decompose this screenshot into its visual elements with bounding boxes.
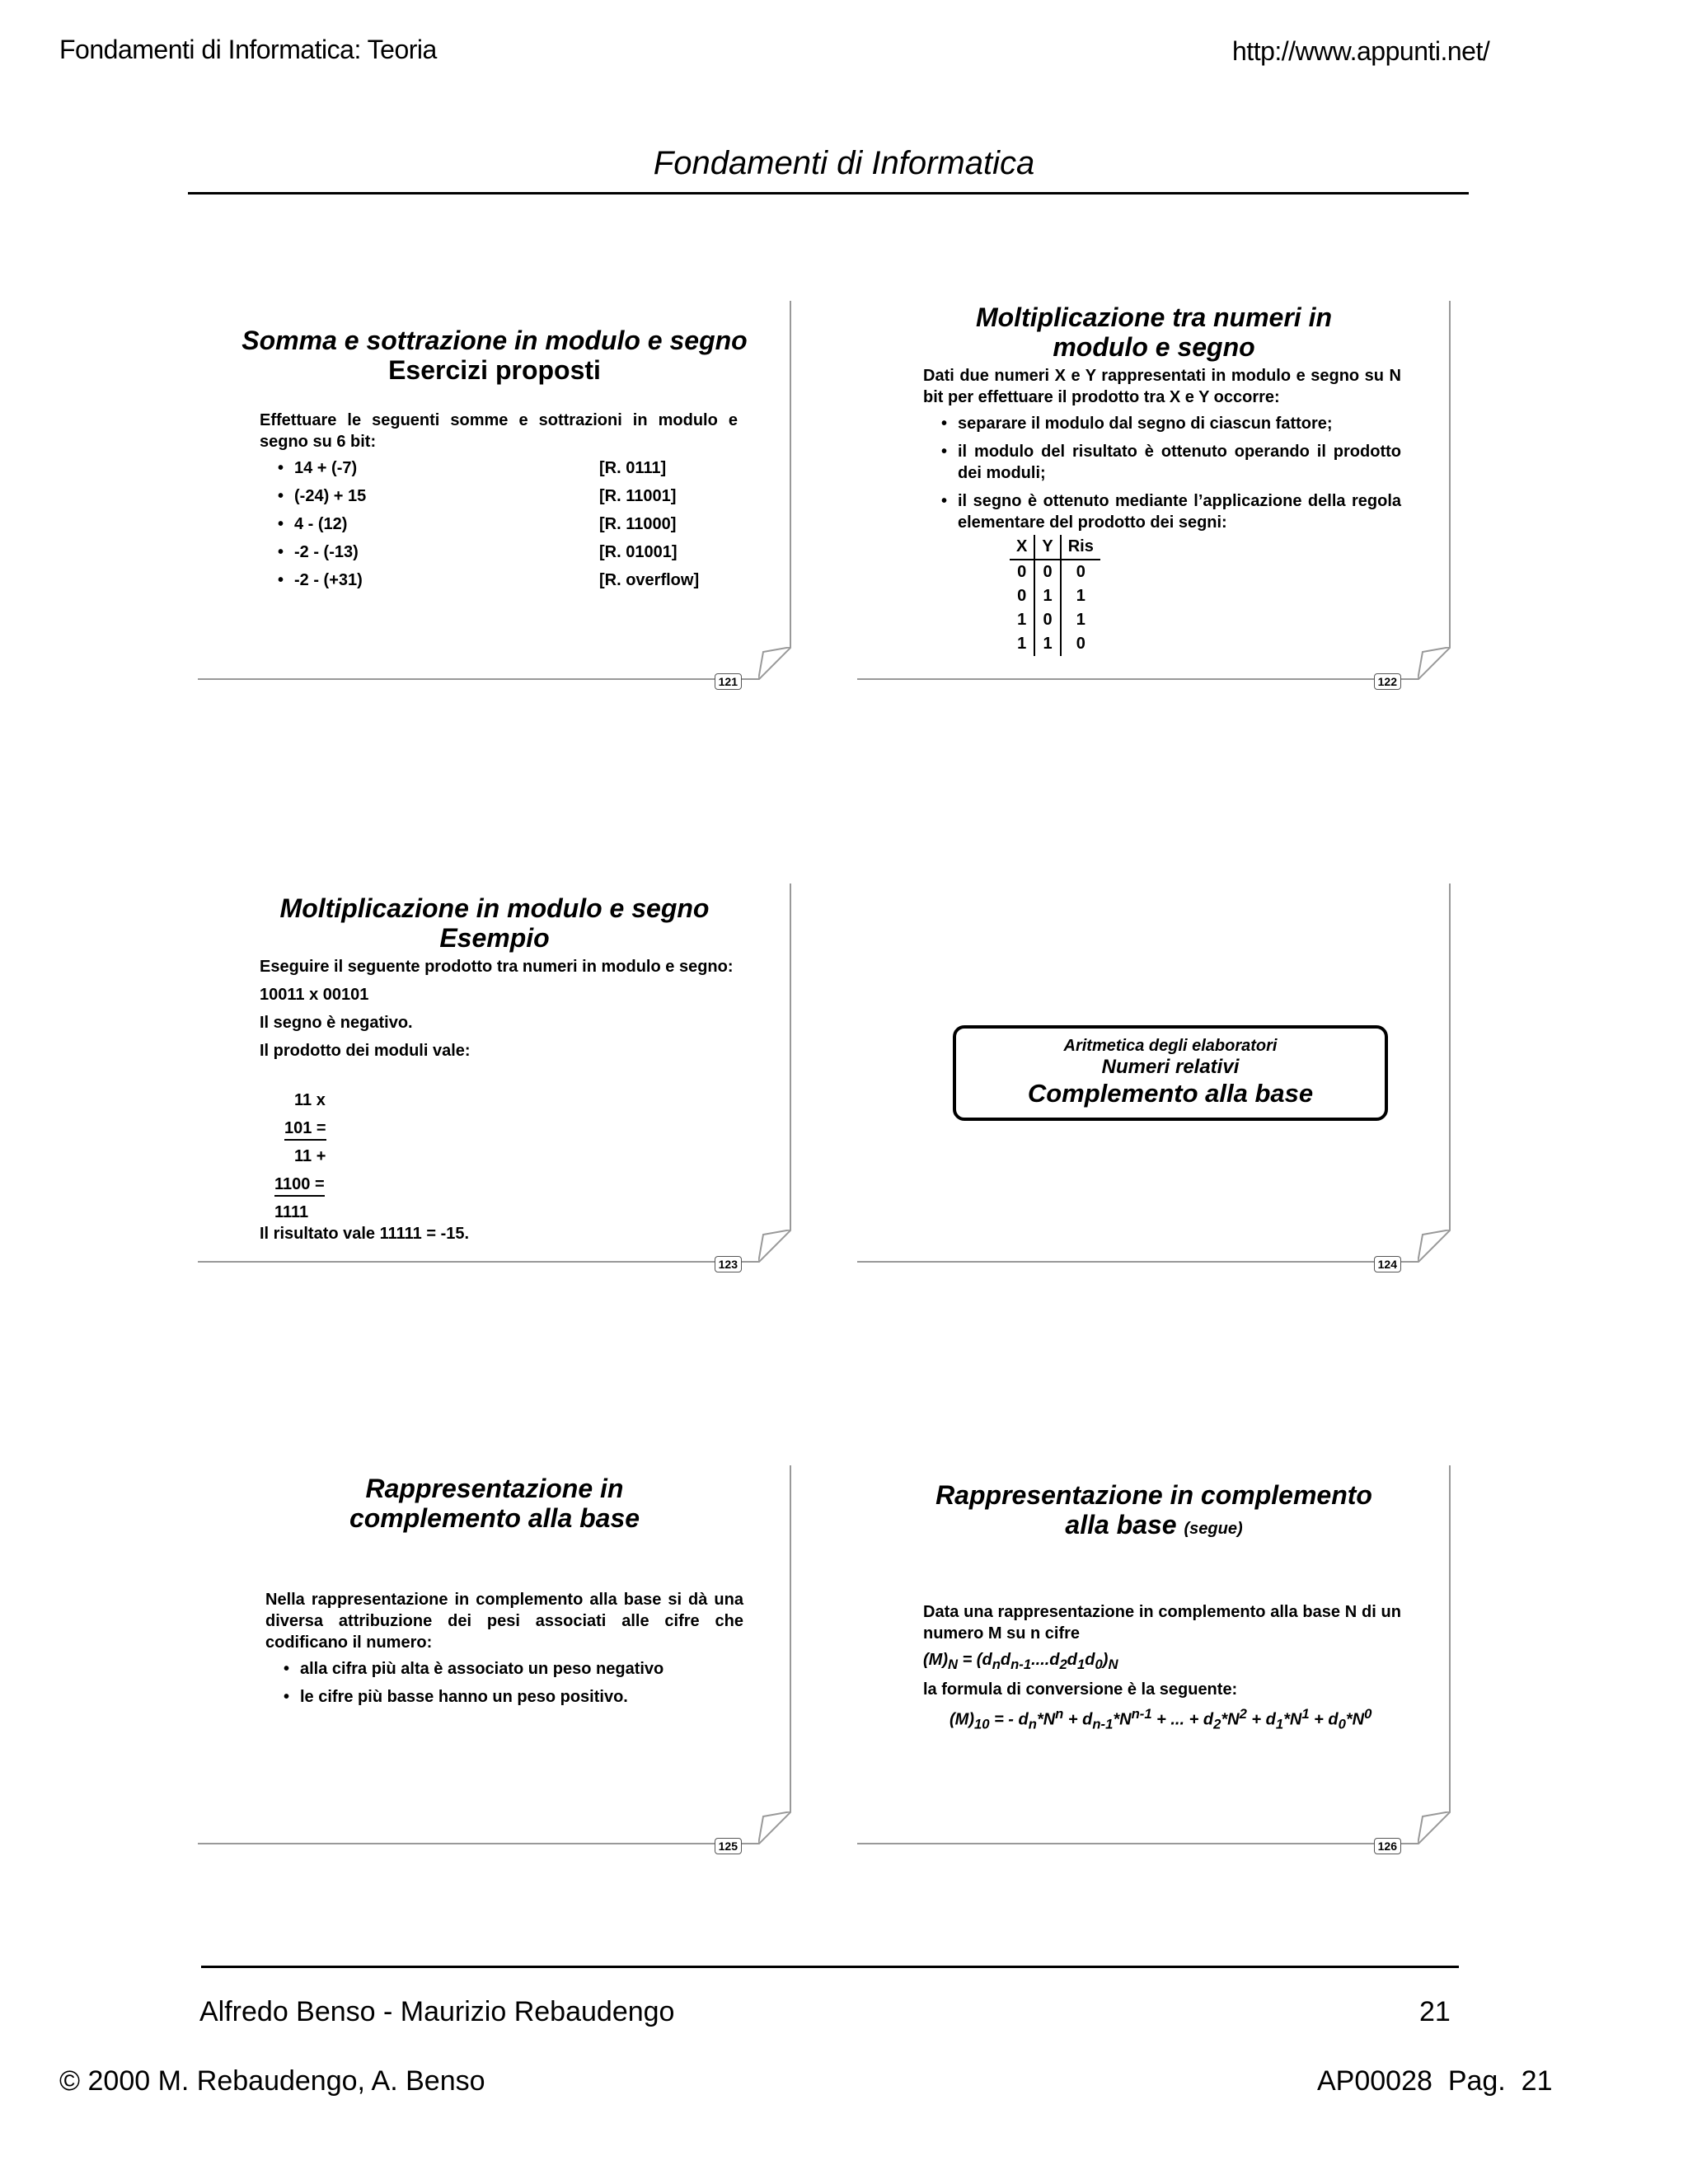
slide-number: 126 [1374, 1838, 1401, 1854]
slide-title-line2: modulo e segno [1053, 332, 1255, 362]
header-right-url[interactable]: http://www.appunti.net/ [1232, 36, 1490, 66]
weight-list: • alla cifra più alta è associato un peso negativo • le cifre più basse hanno un peso positivo. [282, 1658, 743, 1708]
multiplication-calc: 11 x 101 = 11 + 1100 = 1111 [274, 1091, 326, 1221]
slide-intro: Data una rappresentazione in complemento alla base N di un numero M su n cifre [923, 1603, 1401, 1643]
slide-126 [857, 1465, 1451, 1853]
slide-number: 124 [1374, 1256, 1401, 1272]
slide-intro: Dati due numeri X e Y rappresentati in modulo e segno su N bit per effettuare il prodotto tra X e Y occorre: [923, 367, 1401, 406]
modulus-note: Il prodotto dei moduli vale: [260, 1042, 471, 1060]
rule-list: • separare il modulo dal segno di ciascun fattore; • il modulo del risultato è ottenuto operando il prodotto dei moduli; • il segno è ottenuto mediante l’applicazione della regola elementare del prodotto dei segni: [940, 413, 1401, 533]
slide-number: 121 [715, 673, 742, 690]
conversion-formula: $(M)_{10}$ = - $d_n*N^n + d_{n-1}*N^{n-1}$ + ... + $d_2*N^2 + d_1*N^1 + d_0*N^0$ [950, 1706, 1372, 1732]
page-fold-icon [758, 1230, 791, 1263]
page-fold-icon [1418, 1230, 1451, 1263]
slide-intro: Effettuare le seguenti somme e sottrazioni in modulo e segno su 6 bit: [260, 411, 738, 451]
slide-number: 122 [1374, 673, 1401, 690]
slide-title: Rappresentazione in [365, 1474, 624, 1503]
sign-note: Il segno è negativo. [260, 1014, 413, 1032]
slide-subtitle: Esercizi proposti [388, 355, 601, 385]
footer-copyright: © 2000 M. Rebaudengo, A. Benso [59, 2065, 485, 2097]
slide-121 [198, 301, 791, 688]
slide-intro: Nella rappresentazione in complemento alla base si dà una diversa attribuzione dei pesi associati alle cifre che codificano il numero: [265, 1591, 743, 1652]
slide-title-line2: Esempio [439, 923, 550, 953]
slide-title: Somma e sottrazione in modulo e segno [241, 326, 748, 355]
result-line: Il risultato vale 11111 = -15. [260, 1225, 470, 1243]
slide-number: 125 [715, 1838, 742, 1854]
slide-title-line2: complemento alla base [349, 1503, 640, 1533]
slide-intro: Eseguire il seguente prodotto tra numeri in modulo e segno: [260, 958, 734, 976]
slide-125 [198, 1465, 791, 1853]
representation-formula: $(M)_N = (d_nd_{n-1}....d_2d_1d_0)_N$ [923, 1651, 1118, 1672]
sign-product-table: X Y Ris 0 0 0 0 1 1 1 0 1 1 1 0 [1010, 535, 1100, 656]
footer-page-number: 21 [1419, 1996, 1451, 2027]
slide-123 [198, 883, 791, 1271]
page-fold-icon [758, 1811, 791, 1844]
header-left: Fondamenti di Informatica: Teoria [59, 35, 437, 64]
exercise-list: • 14 + (-7) [R. 0111] • (-24) + 15 [R. 11001] • 4 - (12) [R. 11000] • -2 - (-13) [R. 01001] • -2 - (+31) [R. overflow] [276, 457, 738, 591]
page-fold-icon [1418, 1811, 1451, 1844]
page-title: Fondamenti di Informatica [653, 145, 1035, 181]
slide-title: Rappresentazione in complemento [935, 1480, 1372, 1510]
slide-122 [857, 301, 1451, 688]
footer-authors: Alfredo Benso - Maurizio Rebaudengo [199, 1996, 675, 2027]
footer-rule [201, 1966, 1459, 1968]
header-rule [188, 192, 1469, 194]
page-fold-icon [758, 647, 791, 680]
section-title-box: Aritmetica degli elaboratori Numeri relativi Complemento alla base [953, 1025, 1388, 1121]
slide-title: Moltiplicazione tra numeri in [975, 302, 1333, 332]
footer-code: AP00028 Pag. 21 [1317, 2065, 1553, 2097]
page-fold-icon [1418, 647, 1451, 680]
slide-title: Moltiplicazione in modulo e segno [279, 893, 710, 923]
slide-title-line2: alla base (segue) [1065, 1510, 1243, 1540]
slide-124 [857, 883, 1451, 1271]
slide-number: 123 [715, 1256, 742, 1272]
formula-intro: la formula di conversione è la seguente: [923, 1680, 1238, 1699]
operands: 10011 x 00101 [260, 986, 369, 1004]
